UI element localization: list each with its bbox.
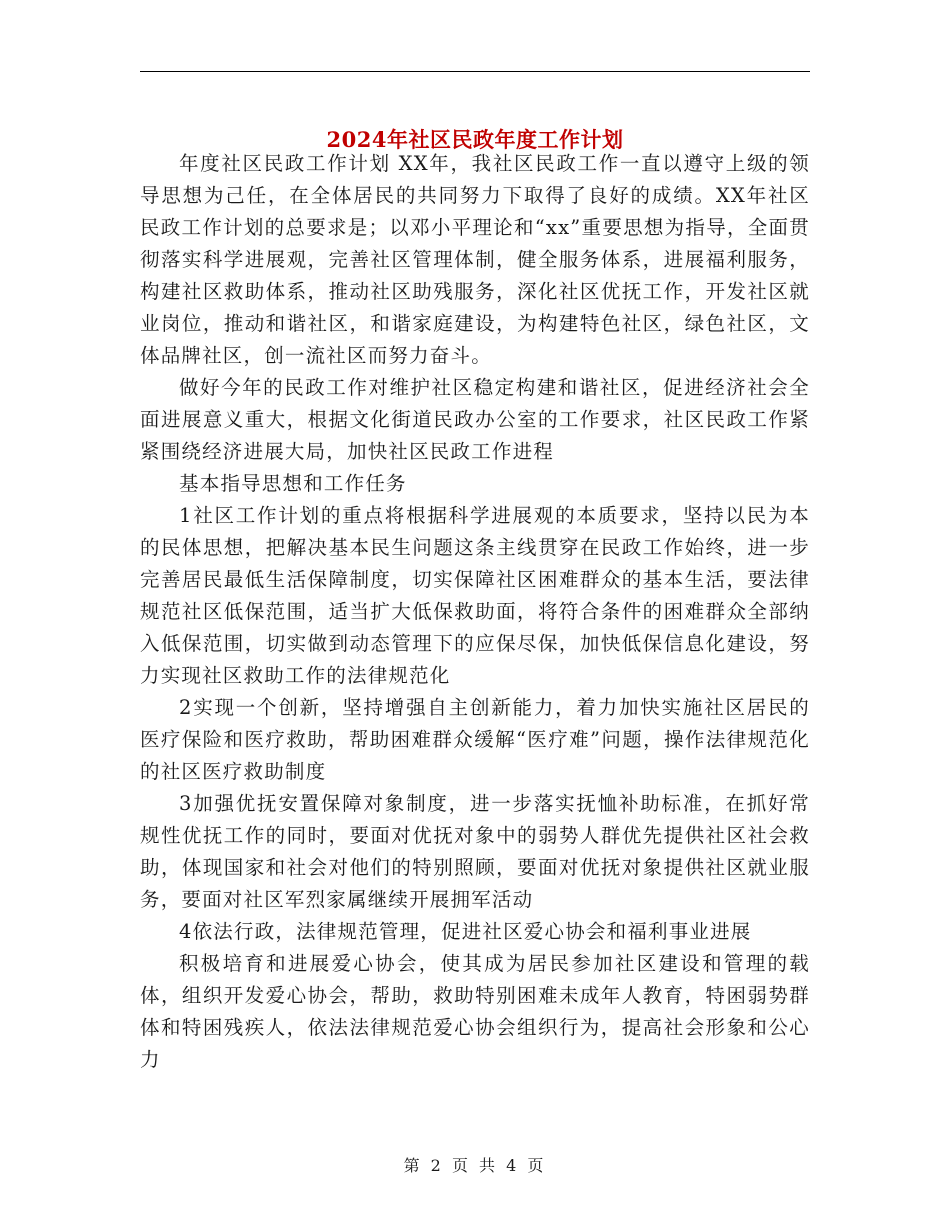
document-title: 2024年社区民政年度工作计划 [326, 127, 624, 153]
document-body [140, 148, 810, 1076]
paragraph-item-4-detail: 积极培育和进展爱心协会，使其成为居民参加社区建设和管理的载体，组织开发爱心协会，帮助，救助特别困难未成年人教育，特困弱势群体和特困残疾人，依法法律规范爱心协会组织行为，提高社会形象和公心力 [140, 952, 810, 1071]
paragraph-significance: 做好今年的民政工作对维护社区稳定构建和谐社区，促进经济社会全面进展意义重大，根据文化街道民政办公室的工作要求，社区民政工作紧紧围绕经济进展大局，加快社区民政工作进程 [140, 376, 810, 463]
header-rule [140, 71, 810, 72]
page-number-footer: 第 2 页 共 4 页 [403, 1156, 547, 1175]
paragraph-item-4: 4依法行政，法律规范管理，促进社区爱心协会和福利事业进展 [179, 920, 752, 943]
paragraph-item-2: 2实现一个创新，坚持增强自主创新能力，着力加快实施社区居民的医疗保险和医疗救助，帮助困难群众缓解“医疗难”问题，操作法律规范化的社区医疗救助制度 [140, 696, 810, 783]
paragraph-item-1: 1社区工作计划的重点将根据科学进展观的本质要求，坚持以民为本的民体思想，把解决基本民生问题这条主线贯穿在民政工作始终，进一步完善居民最低生活保障制度，切实保障社区困难群众的基本生活，要法律规范社区低保范围，适当扩大低保救助面，将符合条件的困难群众全部纳入低保范围，切实做到动态管理下的应保尽保，加快低保信息化建设，努力实现社区救助工作的法律规范化 [140, 504, 810, 687]
paragraph-item-3: 3加强优抚安置保障对象制度，进一步落实抚恤补助标准，在抓好常规性优抚工作的同时，要面对优抚对象中的弱势人群优先提供社区社会救助，体现国家和社会对他们的特别照顾，要面对优抚对象提供社区就业服务，要面对社区军烈家属继续开展拥军活动 [140, 792, 810, 911]
section-heading: 基本指导思想和工作任务 [179, 472, 407, 495]
paragraph-intro: 年度社区民政工作计划 XX年，我社区民政工作一直以遵守上级的领导思想为己任，在全体居民的共同努力下取得了良好的成绩。XX年社区民政工作计划的总要求是；以邓小平理论和“xx”重要思想为指导，全面贯彻落实科学进展观，完善社区管理体制，健全服务体系，进展福利服务，构建社区救助体系，推动社区助残服务，深化社区优抚工作，开发社区就业岗位，推动和谐社区，和谐家庭建设，为构建特色社区，绿色社区，文体品牌社区，创一流社区而努力奋斗。 [140, 152, 810, 367]
